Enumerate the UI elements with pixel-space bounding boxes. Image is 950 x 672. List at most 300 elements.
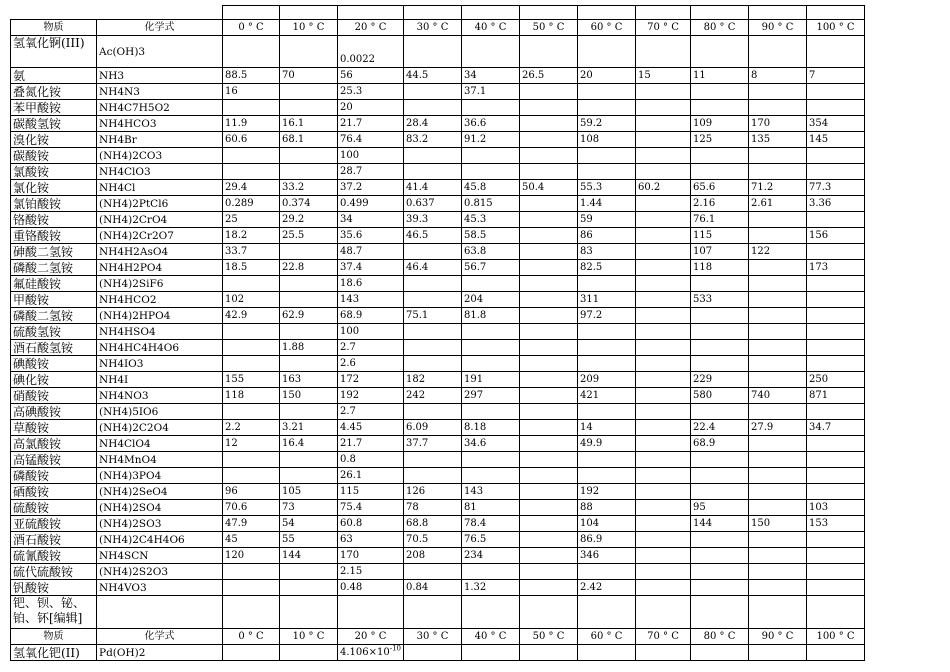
value-cell[interactable] [223,324,280,340]
value-cell[interactable] [636,484,691,500]
value-cell[interactable]: 4.45 [338,420,404,436]
value-cell[interactable]: 3.21 [280,420,338,436]
value-cell[interactable]: 55.3 [578,180,636,196]
value-cell[interactable]: 143 [462,484,520,500]
value-cell[interactable] [280,84,338,100]
value-cell[interactable]: 103 [807,500,865,516]
value-cell[interactable]: 135 [749,132,807,148]
value-cell[interactable] [636,500,691,516]
value-cell[interactable]: 78.4 [462,516,520,532]
value-cell[interactable]: 81 [462,500,520,516]
value-cell[interactable] [404,452,462,468]
value-cell[interactable] [636,36,691,68]
value-cell[interactable] [636,564,691,580]
formula-cell[interactable]: Pd(OH)2 [97,645,223,661]
formula-cell[interactable]: (NH4)2SO3 [97,516,223,532]
value-cell[interactable]: 25 [223,212,280,228]
value-cell[interactable] [807,36,865,68]
value-cell[interactable]: 18.2 [223,228,280,244]
value-cell[interactable]: 59.2 [578,116,636,132]
value-cell[interactable]: 29.4 [223,180,280,196]
value-cell[interactable]: 42.9 [223,308,280,324]
value-cell[interactable] [691,452,749,468]
value-cell[interactable] [520,36,578,68]
value-cell[interactable] [636,244,691,260]
value-cell[interactable]: 0.374 [280,196,338,212]
header-temp[interactable]: 50 ° C [520,20,578,36]
value-cell[interactable]: 44.5 [404,68,462,84]
empty-cell[interactable] [462,596,520,629]
value-cell[interactable] [520,148,578,164]
value-cell[interactable] [691,340,749,356]
value-cell[interactable] [636,532,691,548]
header-temp[interactable]: 80 ° C [691,629,749,645]
substance-cell[interactable]: 硝酸铵 [11,388,97,404]
value-cell[interactable] [280,100,338,116]
value-cell[interactable] [636,260,691,276]
value-cell[interactable] [520,324,578,340]
value-cell[interactable] [520,116,578,132]
value-cell[interactable] [636,468,691,484]
value-cell[interactable] [636,212,691,228]
formula-cell[interactable]: (NH4)2PtCl6 [97,196,223,212]
value-cell[interactable] [691,356,749,372]
value-cell[interactable] [636,148,691,164]
value-cell[interactable]: 34 [462,68,520,84]
header-temp[interactable]: 80 ° C [691,20,749,36]
substance-cell[interactable]: 碘酸铵 [11,356,97,372]
value-cell[interactable]: 100 [338,324,404,340]
value-cell[interactable] [807,276,865,292]
value-cell[interactable] [807,308,865,324]
header-temp[interactable]: 100 ° C [807,20,865,36]
substance-cell[interactable]: 氢氧化锕(III) [11,36,97,68]
formula-cell[interactable]: (NH4)2SO4 [97,500,223,516]
value-cell[interactable]: 21.7 [338,436,404,452]
value-cell[interactable]: 45.3 [462,212,520,228]
empty-cell[interactable] [520,6,578,20]
value-cell[interactable] [223,452,280,468]
substance-cell[interactable]: 酒石酸铵 [11,532,97,548]
substance-cell[interactable]: 甲酸铵 [11,292,97,308]
value-cell[interactable] [520,516,578,532]
empty-cell[interactable] [749,6,807,20]
header-temp[interactable]: 70 ° C [636,629,691,645]
empty-cell[interactable] [223,6,280,20]
header-temp[interactable]: 50 ° C [520,629,578,645]
header-temp[interactable]: 70 ° C [636,20,691,36]
value-cell[interactable] [404,36,462,68]
value-cell[interactable] [749,564,807,580]
value-cell[interactable] [520,468,578,484]
value-cell[interactable] [749,500,807,516]
value-cell[interactable]: 37.4 [338,260,404,276]
formula-cell[interactable]: NH4ClO4 [97,436,223,452]
value-cell[interactable] [404,292,462,308]
value-cell[interactable] [520,436,578,452]
formula-cell[interactable]: NH4I [97,372,223,388]
value-cell[interactable] [280,244,338,260]
header-temp[interactable]: 0 ° C [223,629,280,645]
value-cell[interactable] [749,228,807,244]
value-cell[interactable]: 37.2 [338,180,404,196]
value-cell[interactable] [636,436,691,452]
value-cell[interactable]: 153 [807,516,865,532]
value-cell[interactable] [749,36,807,68]
value-cell[interactable]: 46.5 [404,228,462,244]
value-cell[interactable]: 105 [280,484,338,500]
value-cell[interactable] [520,388,578,404]
value-cell[interactable] [404,276,462,292]
value-cell[interactable] [807,292,865,308]
value-cell[interactable] [636,100,691,116]
value-cell[interactable] [749,292,807,308]
value-cell[interactable]: 11.9 [223,116,280,132]
formula-cell[interactable]: NH3 [97,68,223,84]
header-temp[interactable]: 0 ° C [223,20,280,36]
value-cell[interactable] [749,372,807,388]
value-cell[interactable] [280,164,338,180]
value-cell[interactable]: 192 [338,388,404,404]
value-cell[interactable]: 96 [223,484,280,500]
value-cell[interactable]: 242 [404,388,462,404]
value-cell[interactable] [807,164,865,180]
value-cell[interactable]: 192 [578,484,636,500]
value-cell[interactable]: 54 [280,516,338,532]
value-cell[interactable] [749,340,807,356]
value-cell[interactable]: 39.3 [404,212,462,228]
substance-cell[interactable]: 高氯酸铵 [11,436,97,452]
value-cell[interactable] [223,276,280,292]
substance-cell[interactable]: 氟硅酸铵 [11,276,97,292]
value-cell[interactable]: 740 [749,388,807,404]
value-cell[interactable]: 62.9 [280,308,338,324]
empty-cell[interactable] [807,596,865,629]
value-cell[interactable]: 16 [223,84,280,100]
value-cell[interactable]: 580 [691,388,749,404]
value-cell[interactable]: 50.4 [520,180,578,196]
empty-cell[interactable] [691,596,749,629]
header-temp[interactable]: 60 ° C [578,20,636,36]
value-cell[interactable]: 76.4 [338,132,404,148]
value-cell[interactable]: 95 [691,500,749,516]
value-cell[interactable] [749,308,807,324]
value-cell[interactable]: 65.6 [691,180,749,196]
substance-cell[interactable]: 碳酸铵 [11,148,97,164]
value-cell[interactable]: 104 [578,516,636,532]
value-cell[interactable]: 68.8 [404,516,462,532]
value-cell[interactable] [578,356,636,372]
formula-cell[interactable]: NH4HCO2 [97,292,223,308]
value-cell[interactable] [462,276,520,292]
value-cell[interactable] [520,500,578,516]
formula-cell[interactable]: (NH4)5IO6 [97,404,223,420]
value-cell[interactable] [691,580,749,596]
empty-cell[interactable] [404,596,462,629]
value-cell[interactable] [807,340,865,356]
value-cell[interactable] [807,212,865,228]
formula-cell[interactable]: NH4HSO4 [97,324,223,340]
header-temp[interactable]: 20 ° C [338,629,404,645]
value-cell[interactable] [462,36,520,68]
value-cell[interactable] [404,244,462,260]
value-cell[interactable]: 8.18 [462,420,520,436]
value-cell[interactable]: 144 [691,516,749,532]
value-cell[interactable] [520,484,578,500]
substance-cell[interactable]: 氨 [11,68,97,84]
value-cell[interactable]: 76.1 [691,212,749,228]
value-cell[interactable] [578,324,636,340]
value-cell[interactable]: 37.1 [462,84,520,100]
header-temp[interactable]: 10 ° C [280,629,338,645]
value-cell[interactable] [462,164,520,180]
value-cell[interactable]: 88 [578,500,636,516]
value-cell[interactable]: 533 [691,292,749,308]
header-substance[interactable]: 物质 [11,20,97,36]
value-cell[interactable]: 75.1 [404,308,462,324]
value-cell[interactable]: 29.2 [280,212,338,228]
value-cell[interactable]: 7 [807,68,865,84]
value-cell[interactable] [749,100,807,116]
formula-cell[interactable]: NH4H2PO4 [97,260,223,276]
value-cell[interactable]: 37.7 [404,436,462,452]
value-cell[interactable] [578,340,636,356]
empty-cell[interactable] [636,596,691,629]
value-cell[interactable] [636,340,691,356]
value-cell[interactable] [578,468,636,484]
value-cell[interactable] [578,164,636,180]
value-cell[interactable] [462,404,520,420]
value-cell[interactable]: 60.2 [636,180,691,196]
empty-cell[interactable] [578,645,636,661]
value-cell[interactable] [404,564,462,580]
substance-cell[interactable]: 氯铂酸铵 [11,196,97,212]
formula-cell[interactable]: NH4ClO3 [97,164,223,180]
header-substance[interactable]: 物质 [11,629,97,645]
value-cell[interactable] [520,276,578,292]
empty-cell[interactable] [280,6,338,20]
substance-cell[interactable]: 铬酸铵 [11,212,97,228]
value-cell[interactable]: 2.6 [338,356,404,372]
empty-cell[interactable] [520,645,578,661]
formula-cell[interactable]: NH4N3 [97,84,223,100]
formula-cell[interactable]: NH4NO3 [97,388,223,404]
value-cell[interactable] [636,276,691,292]
value-cell[interactable] [807,436,865,452]
value-cell[interactable]: 0.48 [338,580,404,596]
value-cell[interactable]: 144 [280,548,338,564]
value-cell[interactable] [691,36,749,68]
value-cell[interactable]: 8 [749,68,807,84]
value-cell[interactable] [691,404,749,420]
value-cell[interactable] [578,84,636,100]
section-label[interactable]: 钯、钡、铋、铂、钚[编辑] [11,596,97,629]
value-cell[interactable] [520,340,578,356]
value-cell[interactable]: 234 [462,548,520,564]
value-cell[interactable]: 2.7 [338,340,404,356]
value-cell[interactable]: 108 [578,132,636,148]
value-cell[interactable]: 0.637 [404,196,462,212]
value-cell[interactable]: 56.7 [462,260,520,276]
value-cell[interactable] [807,452,865,468]
value-cell[interactable] [520,244,578,260]
value-cell[interactable] [807,404,865,420]
value-cell[interactable]: 2.42 [578,580,636,596]
value-cell[interactable] [807,84,865,100]
empty-cell[interactable] [749,596,807,629]
value-cell[interactable]: 170 [338,548,404,564]
value-cell[interactable]: 26.5 [520,68,578,84]
value-cell[interactable]: 125 [691,132,749,148]
value-cell[interactable] [404,340,462,356]
value-cell[interactable]: 0.84 [404,580,462,596]
value-cell[interactable] [223,564,280,580]
value-cell[interactable]: 77.3 [807,180,865,196]
value-cell[interactable]: 27.9 [749,420,807,436]
empty-cell[interactable] [223,645,280,661]
value-cell[interactable]: 229 [691,372,749,388]
value-cell[interactable]: 2.2 [223,420,280,436]
formula-cell[interactable]: Ac(OH)3 [97,36,223,68]
header-temp[interactable]: 30 ° C [404,629,462,645]
value-cell[interactable] [223,36,280,68]
empty-cell[interactable] [636,6,691,20]
empty-cell[interactable] [223,596,280,629]
value-cell[interactable] [691,548,749,564]
value-cell[interactable] [636,580,691,596]
value-cell[interactable]: 156 [807,228,865,244]
value-cell[interactable]: 70 [280,68,338,84]
value-cell[interactable]: 45.8 [462,180,520,196]
header-temp[interactable]: 30 ° C [404,20,462,36]
value-cell[interactable]: 12 [223,436,280,452]
value-cell[interactable]: 56 [338,68,404,84]
value-cell[interactable] [749,356,807,372]
value-cell[interactable]: 28.4 [404,116,462,132]
value-cell[interactable]: 33.7 [223,244,280,260]
formula-cell[interactable]: NH4HC4H4O6 [97,340,223,356]
value-cell[interactable]: 346 [578,548,636,564]
formula-cell[interactable]: NH4H2AsO4 [97,244,223,260]
value-cell[interactable]: 2.16 [691,196,749,212]
value-cell[interactable]: 102 [223,292,280,308]
value-cell[interactable]: 297 [462,388,520,404]
value-cell[interactable] [749,484,807,500]
value-cell[interactable] [520,84,578,100]
value-cell[interactable]: 34.6 [462,436,520,452]
value-cell[interactable]: 20 [338,100,404,116]
value-cell[interactable] [280,292,338,308]
formula-cell[interactable]: NH4IO3 [97,356,223,372]
value-cell[interactable] [691,308,749,324]
value-cell[interactable] [636,116,691,132]
value-cell[interactable] [404,356,462,372]
value-cell[interactable] [636,388,691,404]
value-cell[interactable]: 115 [338,484,404,500]
substance-cell[interactable]: 叠氮化铵 [11,84,97,100]
value-cell[interactable]: 311 [578,292,636,308]
value-cell[interactable] [636,292,691,308]
value-cell[interactable] [223,100,280,116]
value-cell[interactable]: 1.32 [462,580,520,596]
value-cell[interactable]: 49.9 [578,436,636,452]
value-cell[interactable] [636,548,691,564]
substance-cell[interactable]: 高碘酸铵 [11,404,97,420]
value-cell[interactable] [636,404,691,420]
substance-cell[interactable]: 高锰酸铵 [11,452,97,468]
substance-cell[interactable]: 亚硫酸铵 [11,516,97,532]
value-cell[interactable]: 163 [280,372,338,388]
substance-cell[interactable]: 磷酸铵 [11,468,97,484]
value-cell[interactable] [280,452,338,468]
header-temp[interactable]: 20 ° C [338,20,404,36]
value-cell[interactable] [636,196,691,212]
value-cell[interactable] [520,292,578,308]
value-cell[interactable] [462,468,520,484]
value-cell[interactable] [691,84,749,100]
value-cell[interactable] [520,260,578,276]
value-cell[interactable]: 0.8 [338,452,404,468]
value-cell[interactable] [636,516,691,532]
value-cell[interactable] [691,164,749,180]
value-cell[interactable] [807,244,865,260]
value-cell[interactable] [280,276,338,292]
value-cell[interactable] [749,436,807,452]
value-cell[interactable]: 20 [578,68,636,84]
value-cell[interactable] [520,196,578,212]
value-cell[interactable] [691,324,749,340]
value-cell[interactable] [520,164,578,180]
value-cell[interactable]: 191 [462,372,520,388]
header-temp[interactable]: 90 ° C [749,20,807,36]
value-cell[interactable] [520,404,578,420]
substance-cell[interactable]: 草酸铵 [11,420,97,436]
value-cell[interactable] [462,356,520,372]
value-cell[interactable] [807,148,865,164]
value-cell[interactable] [223,164,280,180]
value-cell[interactable] [520,372,578,388]
value-cell[interactable]: 2.7 [338,404,404,420]
empty-cell[interactable] [338,596,404,629]
value-cell[interactable] [749,532,807,548]
value-cell[interactable] [691,468,749,484]
value-cell[interactable] [462,324,520,340]
value-cell[interactable]: 47.9 [223,516,280,532]
value-cell[interactable]: 0.815 [462,196,520,212]
value-cell[interactable]: 81.8 [462,308,520,324]
empty-cell[interactable] [404,645,462,661]
substance-cell[interactable]: 碳酸氢铵 [11,116,97,132]
header-temp[interactable]: 40 ° C [462,20,520,36]
header-formula[interactable]: 化学式 [97,629,223,645]
value-cell[interactable] [520,228,578,244]
substance-cell[interactable]: 酒石酸氢铵 [11,340,97,356]
value-cell[interactable]: 173 [807,260,865,276]
empty-cell[interactable] [578,6,636,20]
value-cell[interactable] [280,580,338,596]
formula-cell[interactable]: (NH4)2SiF6 [97,276,223,292]
formula-cell[interactable]: NH4Cl [97,180,223,196]
value-cell[interactable] [749,452,807,468]
value-cell[interactable] [578,276,636,292]
value-cell[interactable]: 78 [404,500,462,516]
value-cell[interactable]: 150 [749,516,807,532]
value-cell[interactable] [404,404,462,420]
value-cell[interactable]: 208 [404,548,462,564]
empty-cell[interactable] [636,645,691,661]
value-cell[interactable]: 82.5 [578,260,636,276]
value-cell[interactable]: 150 [280,388,338,404]
